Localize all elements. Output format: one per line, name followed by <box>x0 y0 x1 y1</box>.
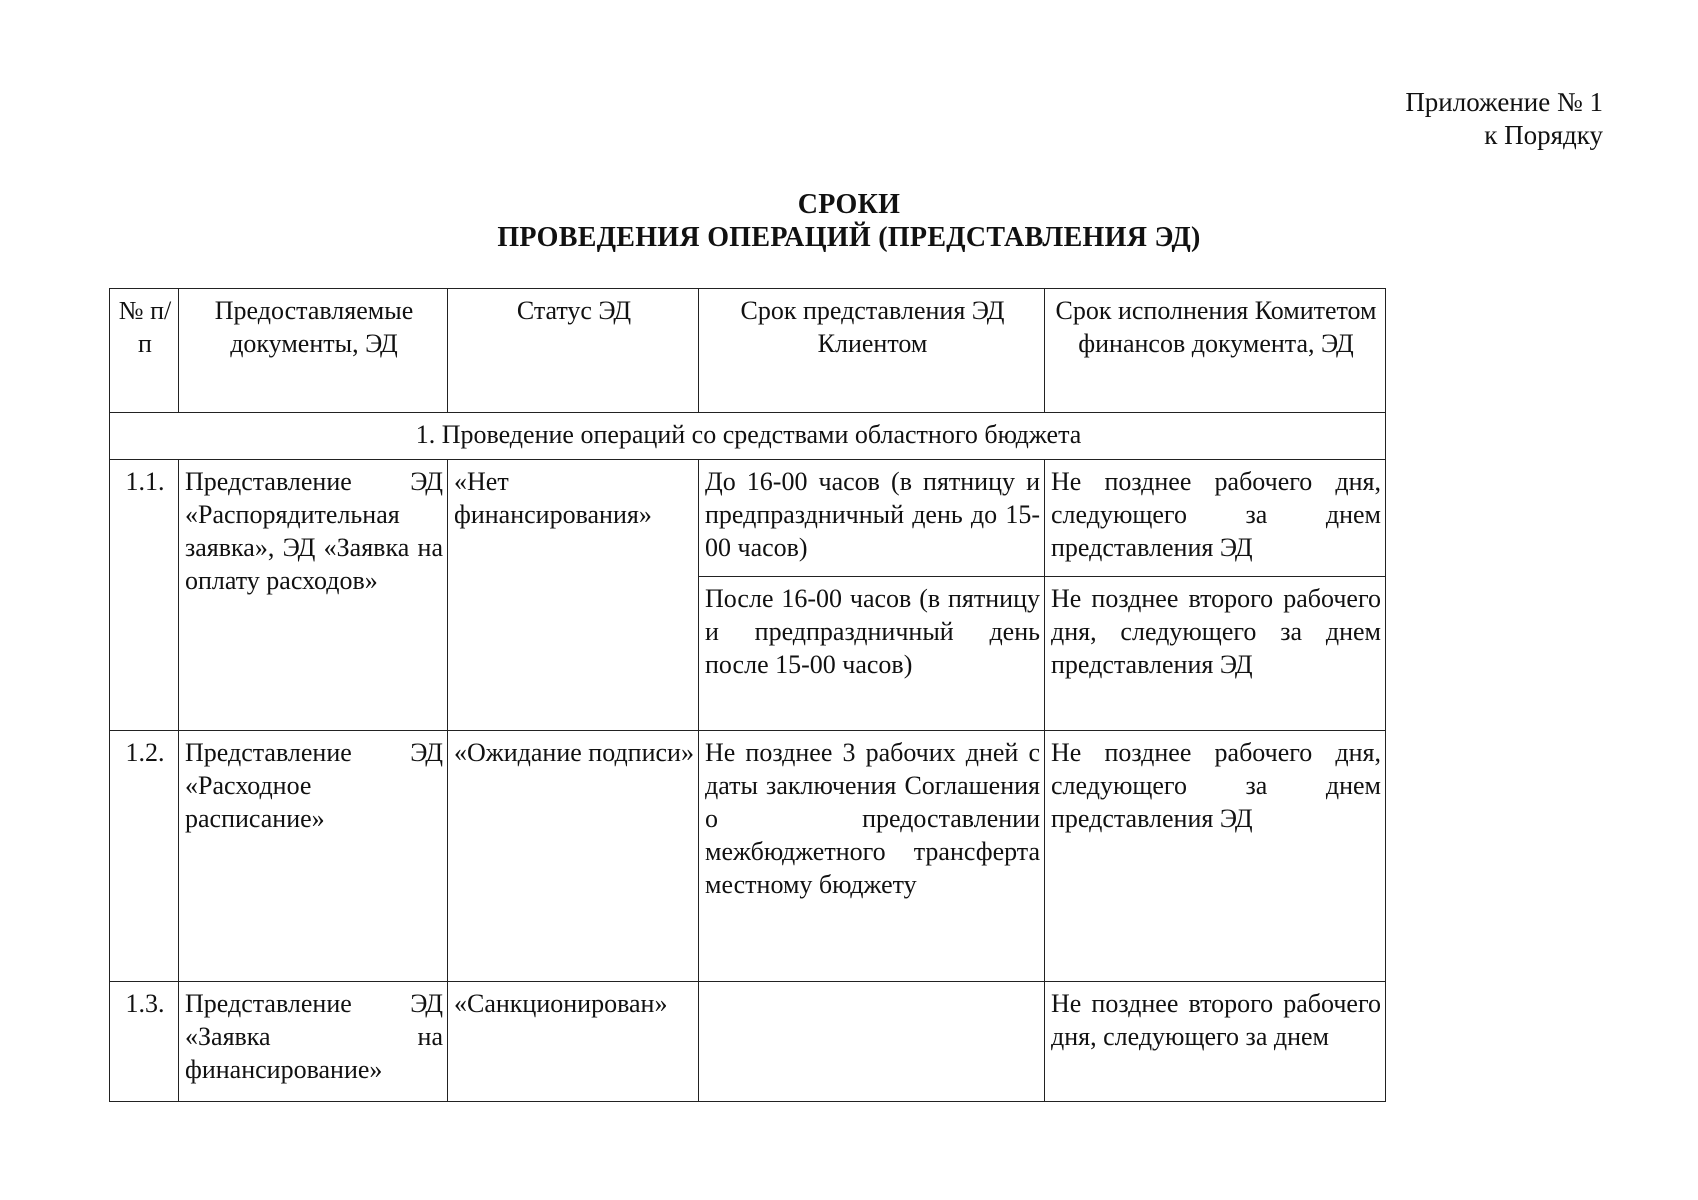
row-execution-deadline: Не позднее второго рабочего дня, следующего за днем представления ЭД <box>1045 577 1386 731</box>
row-execution-deadline: Не позднее рабочего дня, следующего за днем представления ЭД <box>1045 460 1386 577</box>
row-number: 1.2. <box>110 731 179 982</box>
row-submission-deadline: До 16-00 часов (в пятницу и предпраздничный день до 15-00 часов) <box>699 460 1045 577</box>
appendix-reference <box>1405 86 1603 152</box>
header-status: Статус ЭД <box>448 289 699 413</box>
table-header-row <box>110 289 1386 413</box>
header-documents: Предоставляемые документы, ЭД <box>179 289 448 413</box>
row-number: 1.1. <box>110 460 179 731</box>
row-document: Представление ЭД «Распорядительная заявка», ЭД «Заявка на оплату расходов» <box>179 460 448 731</box>
title-line-2: ПРОВЕДЕНИЯ ОПЕРАЦИЙ (ПРЕДСТАВЛЕНИЯ ЭД) <box>497 222 1201 253</box>
row-submission-deadline <box>699 982 1045 1102</box>
title-line-1: СРОКИ <box>797 189 901 220</box>
appendix-line-2: к Порядку <box>1484 120 1603 150</box>
row-status: «Ожидание подписи» <box>448 731 699 982</box>
row-status: «Нет финансирования» <box>448 460 699 731</box>
header-execution-deadline: Срок исполнения Комитетом финансов документа, ЭД <box>1045 289 1386 413</box>
row-submission-deadline: Не позднее 3 рабочих дней с даты заключения Соглашения о предоставлении межбюджетного трансферта местному бюджету <box>699 731 1045 982</box>
table-row <box>110 460 1386 577</box>
table-row <box>110 731 1386 982</box>
row-status: «Санкционирован» <box>448 982 699 1102</box>
row-document: Представление ЭД «Заявка на финансирование» <box>179 982 448 1102</box>
section-heading: 1. Проведение операций со средствами областного бюджета <box>110 413 1386 460</box>
header-number: № п/п <box>110 289 179 413</box>
row-submission-deadline: После 16-00 часов (в пятницу и предпраздничный день после 15-00 часов) <box>699 577 1045 731</box>
operations-deadlines-table <box>109 288 1386 1102</box>
document-title <box>0 188 1698 254</box>
section-row <box>110 413 1386 460</box>
header-submission-deadline: Срок представления ЭД Клиентом <box>699 289 1045 413</box>
table-row <box>110 982 1386 1102</box>
appendix-line-1: Приложение № 1 <box>1405 87 1603 117</box>
row-execution-deadline: Не позднее рабочего дня, следующего за днем представления ЭД <box>1045 731 1386 982</box>
row-execution-deadline: Не позднее второго рабочего дня, следующего за днем <box>1045 982 1386 1102</box>
row-number: 1.3. <box>110 982 179 1102</box>
row-document: Представление ЭД «Расходное расписание» <box>179 731 448 982</box>
